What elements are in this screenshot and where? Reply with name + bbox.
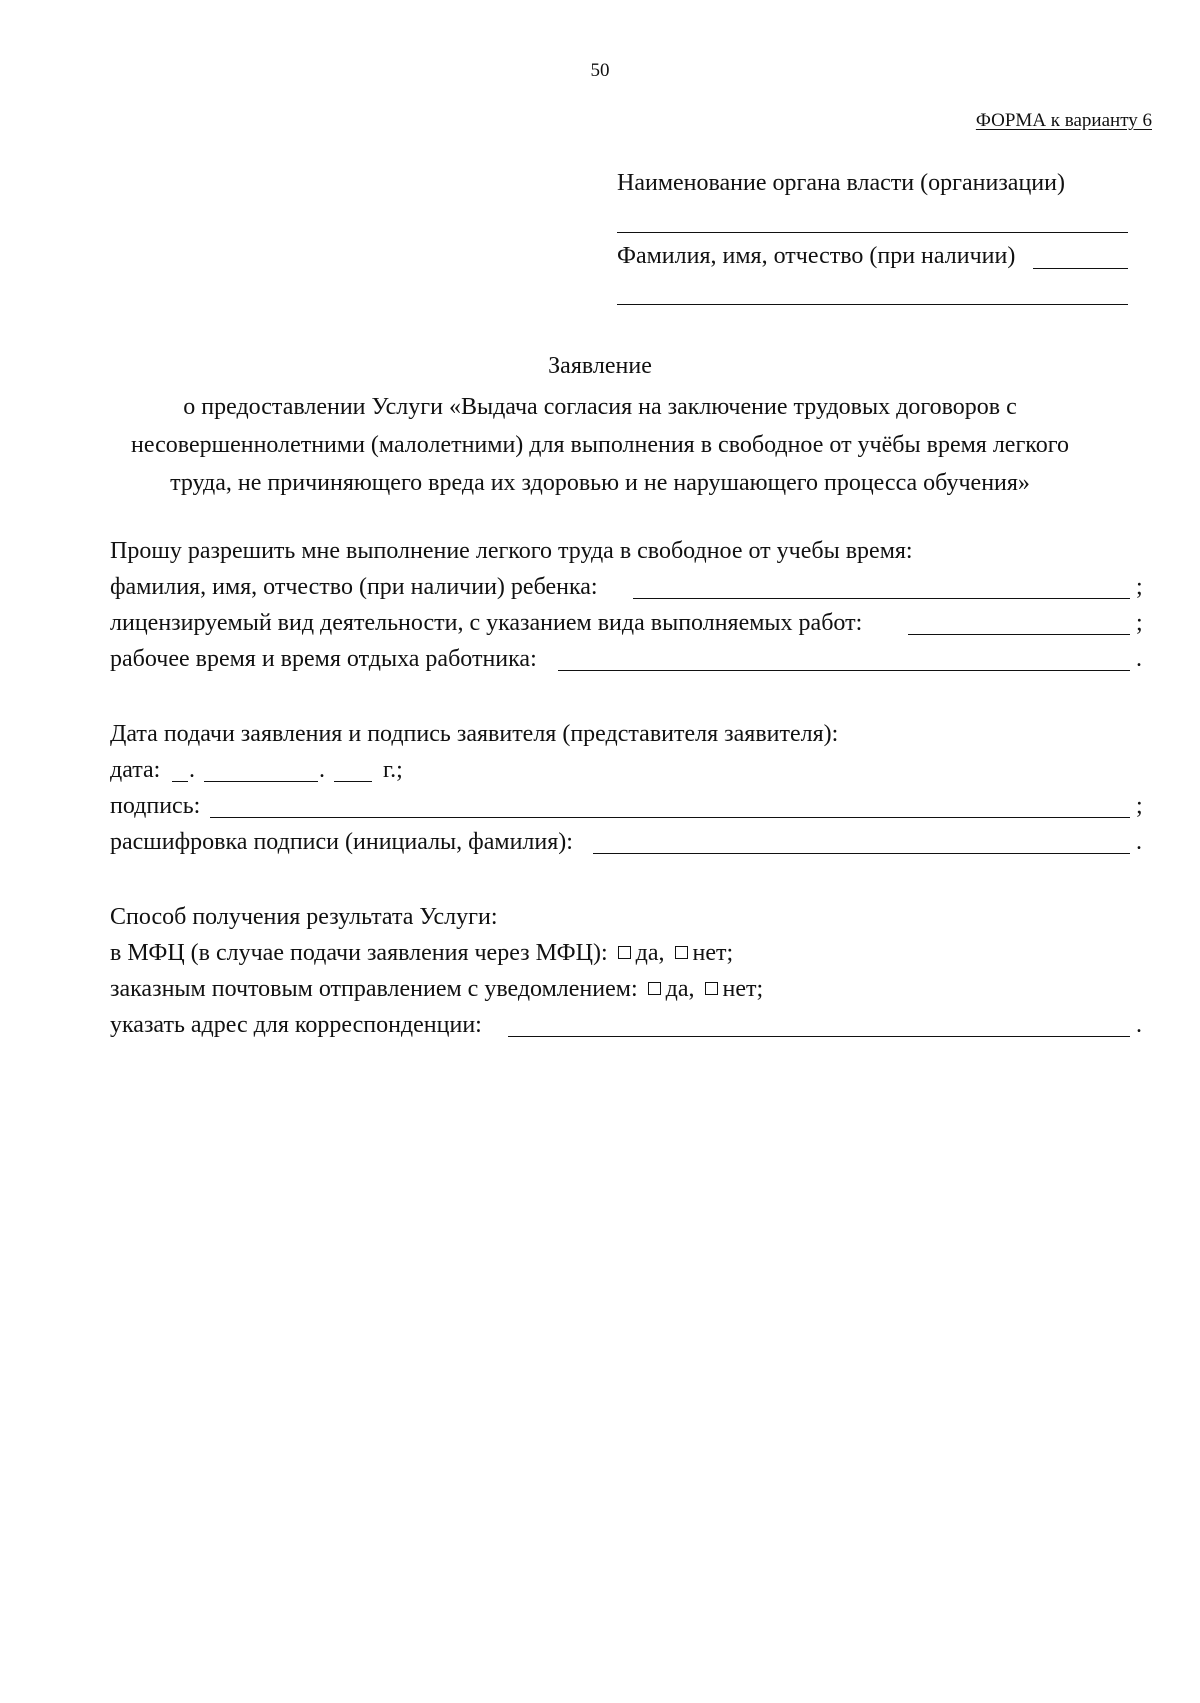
date-day-field[interactable] [172, 781, 188, 782]
mfc-no-checkbox[interactable] [675, 946, 688, 959]
sign-decode-period: . [1136, 829, 1142, 855]
page-number: 50 [590, 60, 610, 81]
date-label: дата: [110, 757, 161, 783]
applicant-fio-field[interactable] [1033, 268, 1128, 269]
signature-intro: Дата подачи заявления и подпись заявителя (представителя заявителя): [110, 721, 839, 747]
address-period: . [1136, 1012, 1142, 1038]
sign-label: подпись: [110, 793, 201, 819]
request-intro: Прошу разрешить мне выполнение легкого труда в свободное от учебы время: [110, 538, 913, 564]
work-time-period: . [1136, 646, 1142, 672]
mail-no-checkbox[interactable] [705, 982, 718, 995]
date-year-suffix: г.; [383, 757, 403, 783]
result-intro: Способ получения результата Услуги: [110, 904, 498, 930]
mail-yes-checkbox[interactable] [648, 982, 661, 995]
applicant-fio-label: Фамилия, имя, отчество (при наличии) [617, 243, 1016, 269]
mfc-no-label: нет; [692, 940, 734, 966]
activity-field[interactable] [908, 634, 1130, 635]
result-mail-row [110, 976, 763, 1003]
work-time-label: рабочее время и время отдыха работника: [110, 646, 537, 672]
mail-yes-label: да, [665, 976, 695, 1002]
document-title: Заявление [548, 353, 652, 379]
sign-decode-field[interactable] [593, 853, 1130, 854]
result-mfc-label: в МФЦ (в случае подачи заявления через МФЦ): [110, 940, 608, 966]
address-label: указать адрес для корреспонденции: [110, 1012, 482, 1038]
child-fio-label: фамилия, имя, отчество (при наличии) ребенка: [110, 574, 598, 600]
mail-no-label: нет; [722, 976, 764, 1002]
sign-decode-label: расшифровка подписи (инициалы, фамилия): [110, 829, 573, 855]
child-fio-semicolon: ; [1136, 574, 1143, 600]
date-separator: . [189, 757, 195, 783]
child-fio-field[interactable] [633, 598, 1130, 599]
date-year-field[interactable] [334, 781, 372, 782]
applicant-fio-field-continued[interactable] [617, 304, 1128, 305]
address-field[interactable] [508, 1036, 1130, 1037]
activity-semicolon: ; [1136, 610, 1143, 636]
date-month-field[interactable] [204, 781, 318, 782]
mfc-yes-label: да, [635, 940, 665, 966]
activity-label: лицензируемый вид деятельности, с указанием вида выполняемых работ: [110, 610, 863, 636]
result-mail-label: заказным почтовым отправлением с уведомлением: [110, 976, 638, 1002]
work-time-field[interactable] [558, 670, 1130, 671]
sign-field[interactable] [210, 817, 1130, 818]
document-subtitle: о предоставлении Услуги «Выдача согласия на заключение трудовых договоров с несовершеннолетними (малолетними) для выполнения в свободное от учёбы время легкого труда, не причиняющего вреда их здоровью и не нарушающего процесса обучения» [131, 394, 1069, 496]
form-reference: ФОРМА к варианту 6 [975, 110, 1152, 131]
date-separator: . [319, 757, 325, 783]
org-label: Наименование органа власти (организации) [617, 170, 1065, 196]
result-mfc-row [110, 940, 733, 967]
mfc-yes-checkbox[interactable] [618, 946, 631, 959]
sign-semicolon: ; [1136, 793, 1143, 819]
org-name-field[interactable] [617, 232, 1128, 233]
